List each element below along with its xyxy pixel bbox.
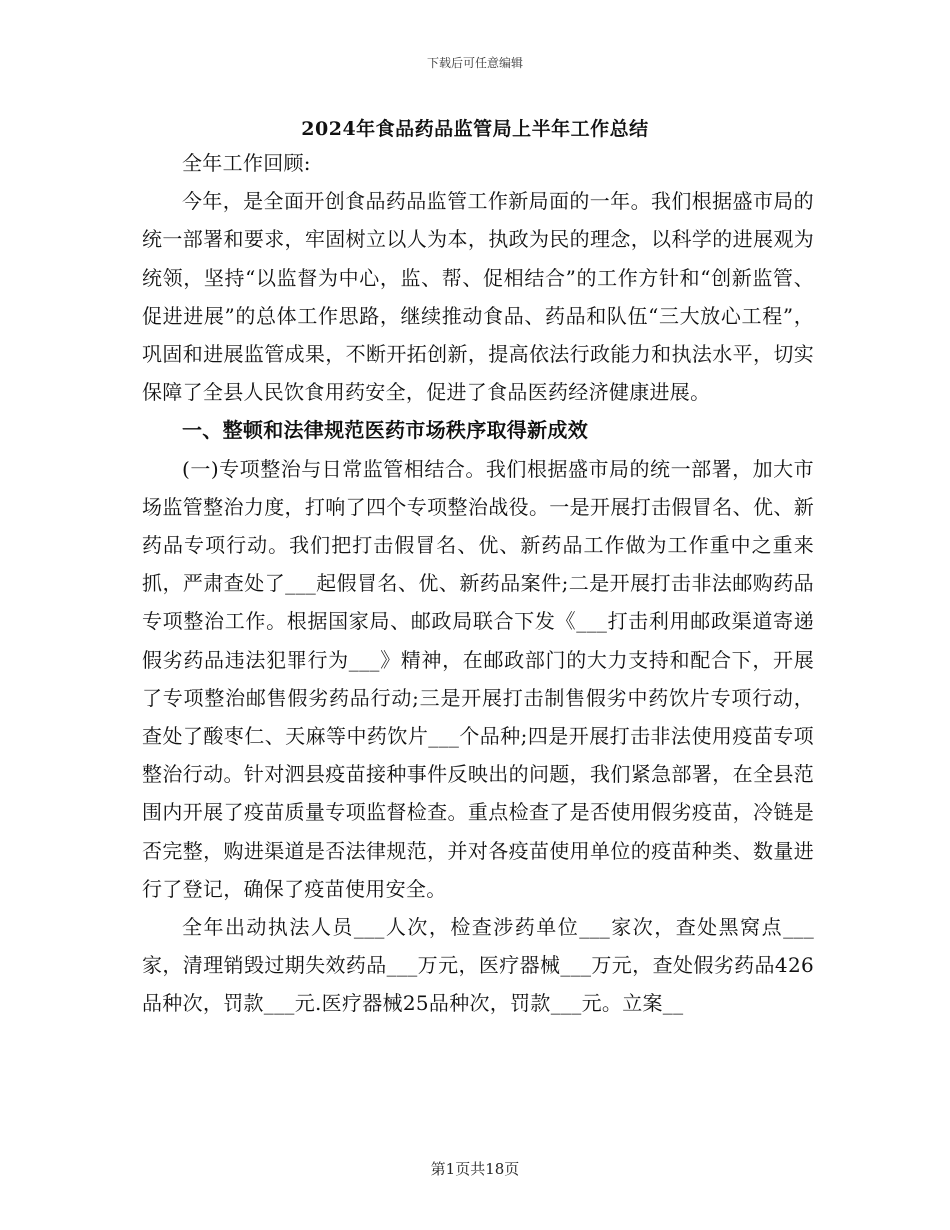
paragraph-enforcement-stats: 全年出动执法人员___人次，检查涉药单位___家次，查处黑窝点___家，清理销毁过期失效药品___万元，医疗器械___万元，查处假劣药品426品种次，罚款___元.医疗器械25品种次，罚款___元。立案__ <box>142 915 814 1016</box>
document-title: 2024年食品药品监管局上半年工作总结 <box>301 118 649 140</box>
paragraph-special-rectification: (一)专项整治与日常监管相结合。我们根据盛市局的统一部署，加大市场监管整治力度，打响了四个专项整治战役。一是开展打击假冒名、优、新药品专项行动。我们把打击假冒名、优、新药品工作做为工作重中之重来抓，严肃查处了___起假冒名、优、新药品案件;二是开展打击非法邮购药品专项整治工作。根据国家局、邮政局联合下发《___打击利用邮政渠道寄递假劣药品违法犯罪行为___》精神，在邮政部门的大力支持和配合下，开展了专项整治邮售假劣药品行动;三是开展打击制售假劣中药饮片专项行动，查处了酸枣仁、天麻等中药饮片___个品种;四是开展打击非法使用疫苗专项整治行动。针对泗县疫苗接种事件反映出的问题，我们紧急部署，在全县范围内开展了疫苗质量专项监督检查。重点检查了是否使用假劣疫苗，冷链是否完整，购进渠道是否法律规范，并对各疫苗使用单位的疫苗种类、数量进行了登记，确保了疫苗使用安全。 <box>142 456 814 901</box>
document-body <box>142 144 814 1023</box>
page-header-note: 下载后可任意编辑 <box>426 56 523 70</box>
page-number-footer: 第1页共18页 <box>430 1160 520 1178</box>
paragraph-intro: 今年，是全面开创食品药品监管工作新局面的一年。我们根据盛市局的统一部署和要求，牢固树立以人为本，执政为民的理念，以科学的进展观为统领，坚持“以监督为中心，监、帮、促相结合”的工作方针和“创新监管、促进进展”的总体工作思路，继续推动食品、药品和队伍“三大放心工程”，巩固和进展监管成果，不断开拓创新，提高依法行政能力和执法水平，切实保障了全县人民饮食用药安全，促进了食品医药经济健康进展。 <box>142 189 814 405</box>
paragraph-review-heading: 全年工作回顾: <box>182 151 311 175</box>
section-heading-1: 一、整顿和法律规范医药市场秩序取得新成效 <box>182 418 588 443</box>
